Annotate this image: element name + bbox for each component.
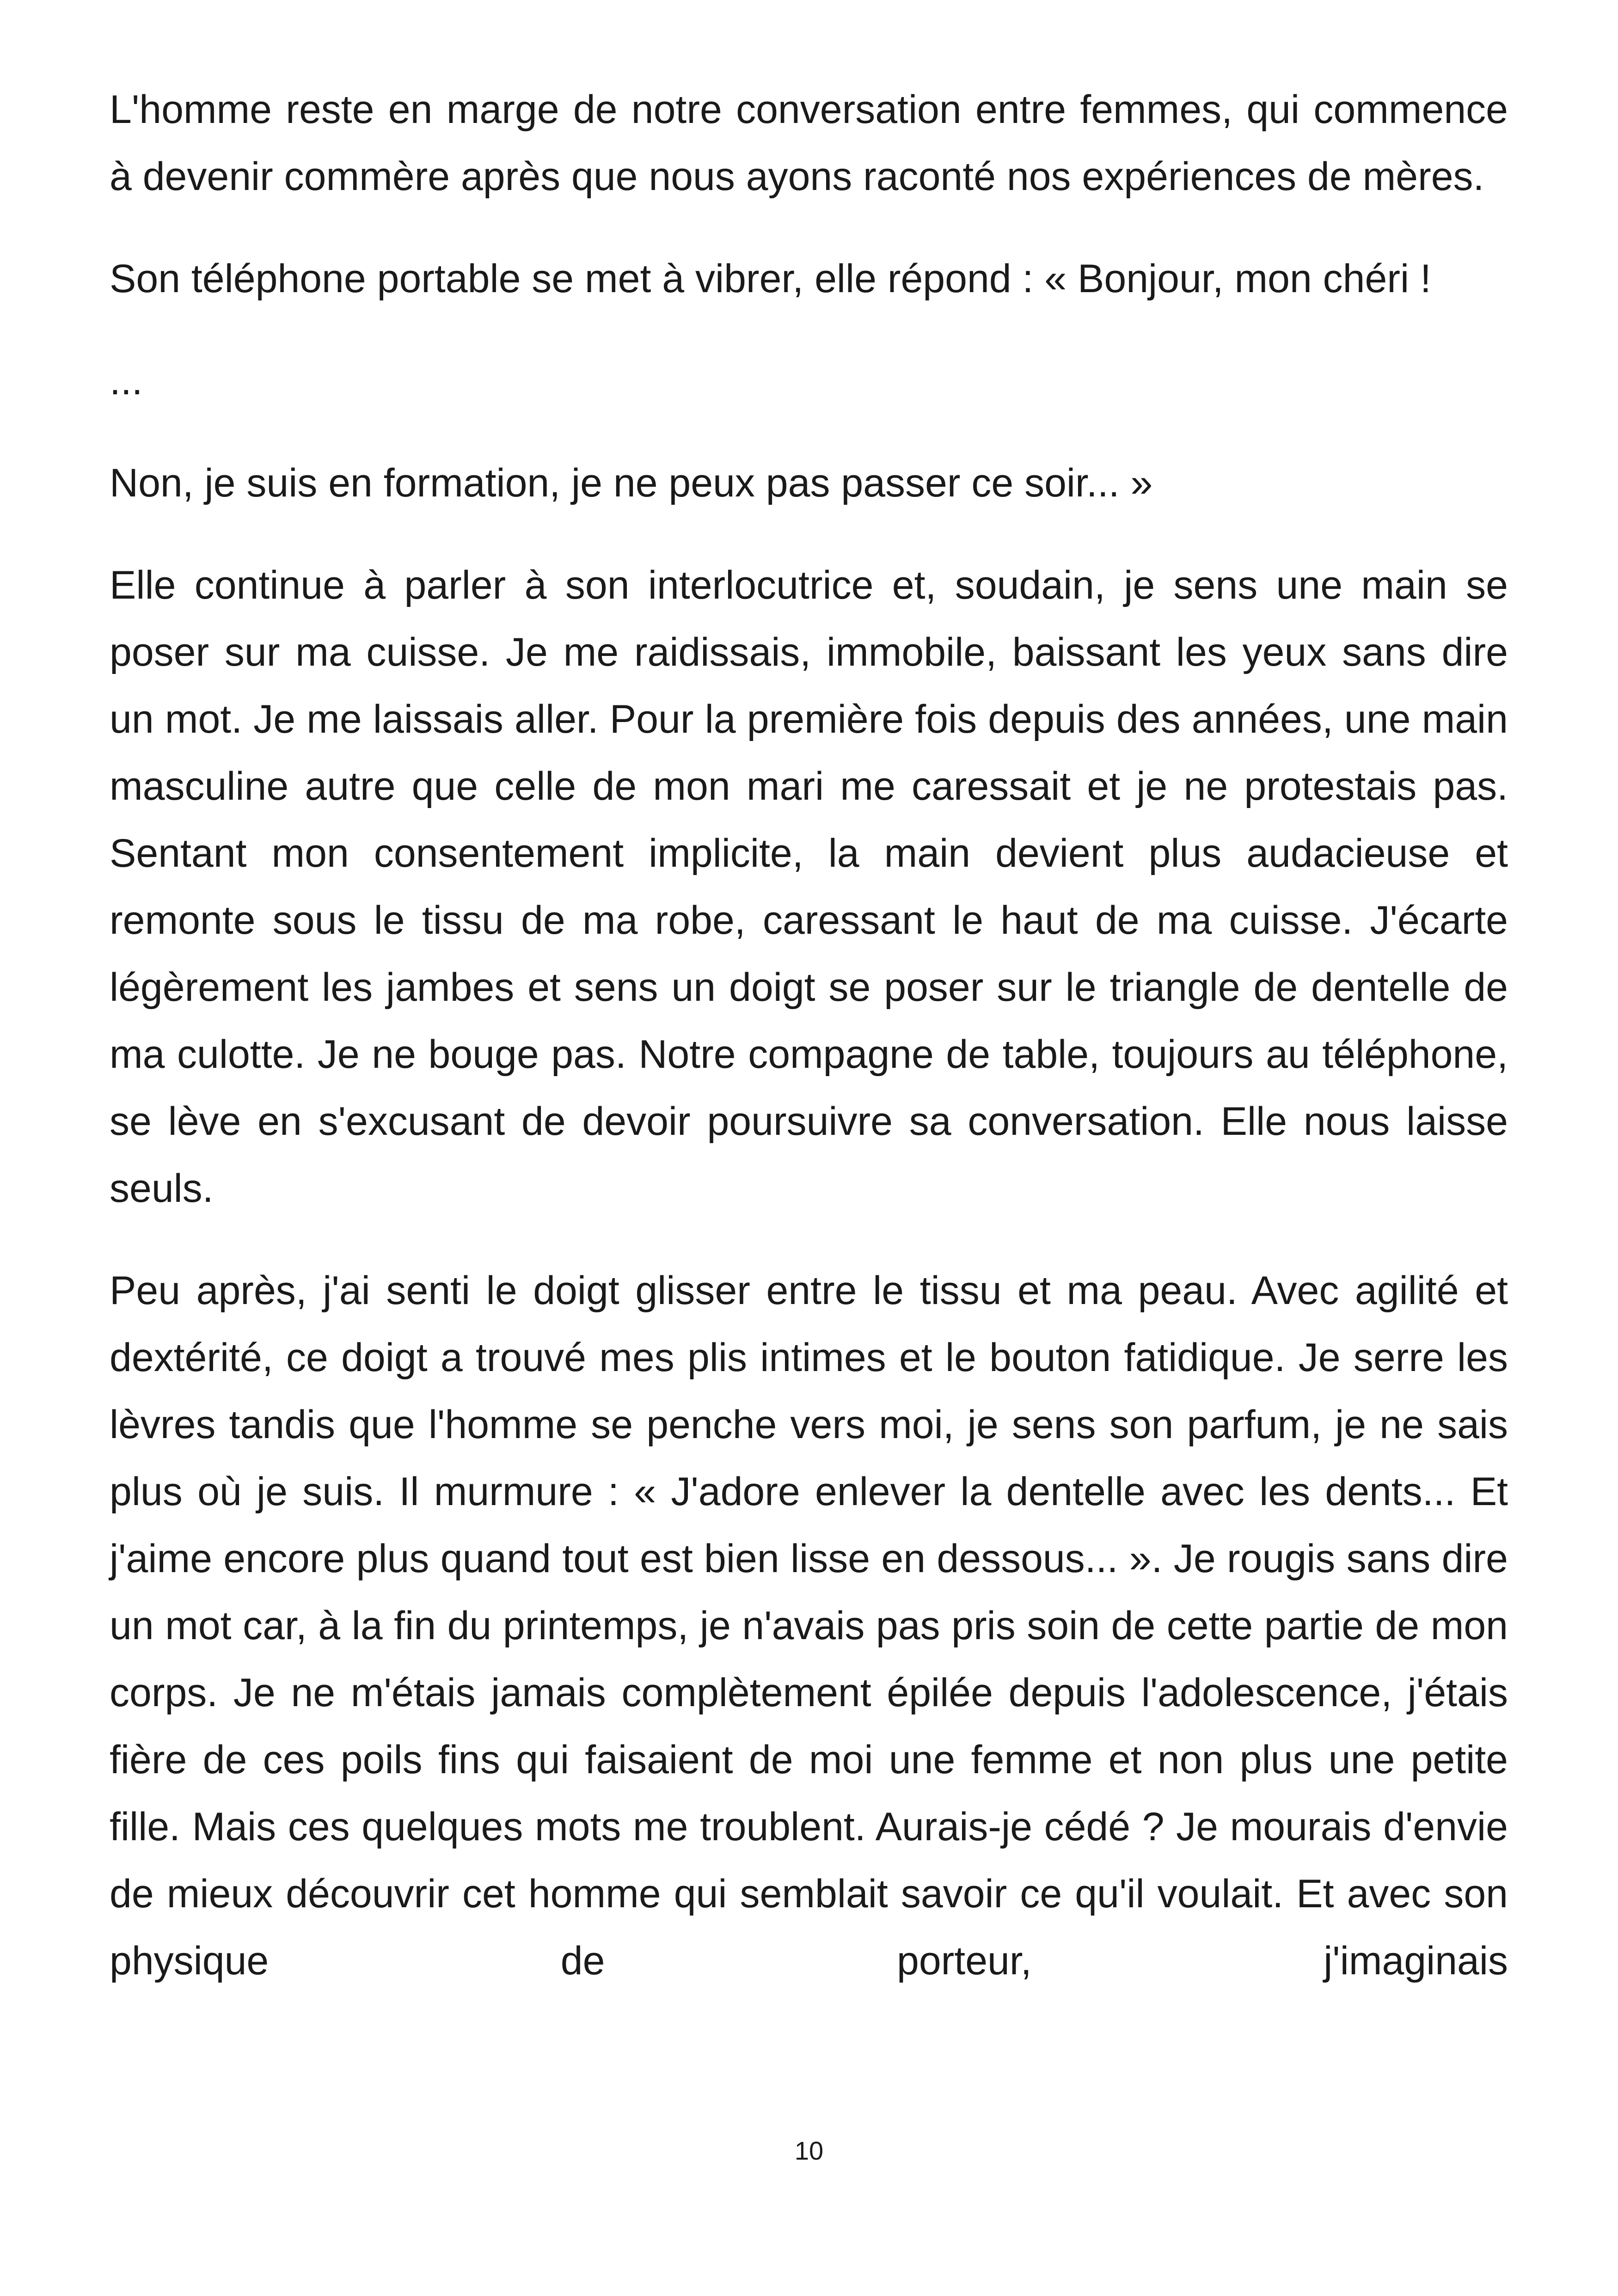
paragraph-4: Non, je suis en formation, je ne peux pas passer ce soir... » (110, 461, 1153, 505)
paragraph-6: Peu après, j'ai senti le doigt glisser entre le tissu et ma peau. Avec agilité et dextérité, ce doigt a trouvé mes plis intimes et le bouton fatidique. Je serre les lèvres tandis que l'homme se penche vers moi, je sens son parfum, je ne sais plus où je suis. Il murmure : « J'adore enlever la dentelle avec les dents... Et j'aime encore plus quand tout est bien lisse en dessous... ». Je rougis sans dire un mot car, à la fin du printemps, je n'avais pas pris soin de cette partie de mon corps. Je ne m'étais jamais complètement épilée depuis l'adolescence, j'étais fière de ces poils fins qui faisaient de moi une femme et non plus une petite fille. Mais ces quelques mots me troublent. Aurais-je cédé ? Je mourais d'envie de mieux découvrir cet homme qui semblait savoir ce qu'il voulait. Et avec son physique de porteur, j'imaginais (110, 1268, 1508, 1983)
paragraph-5: Elle continue à parler à son interlocutrice et, soudain, je sens une main se poser sur ma cuisse. Je me raidissais, immobile, baissant les yeux sans dire un mot. Je me laissais aller. Pour la première fois depuis des années, une main masculine autre que celle de mon mari me caressait et je ne protestais pas. Sentant mon consentement implicite, la main devient plus audacieuse et remonte sous le tissu de ma robe, caressant le haut de ma cuisse. J'écarte légèrement les jambes et sens un doigt se poser sur le triangle de dentelle de ma culotte. Je ne bouge pas. Notre compagne de table, toujours au téléphone, se lève en s'excusant de devoir poursuivre sa conversation. Elle nous laisse seuls. (110, 563, 1508, 1211)
paragraph-2: Son téléphone portable se met à vibrer, elle répond : « Bonjour, mon chéri ! (110, 257, 1431, 301)
paragraph-1: L'homme reste en marge de notre conversation entre femmes, qui commence à devenir commère après que nous ayons raconté nos expériences de mères. (110, 87, 1508, 199)
body-text (110, 76, 1508, 2030)
paragraph-3: ... (110, 359, 143, 403)
page-number: 10 (794, 2136, 824, 2165)
